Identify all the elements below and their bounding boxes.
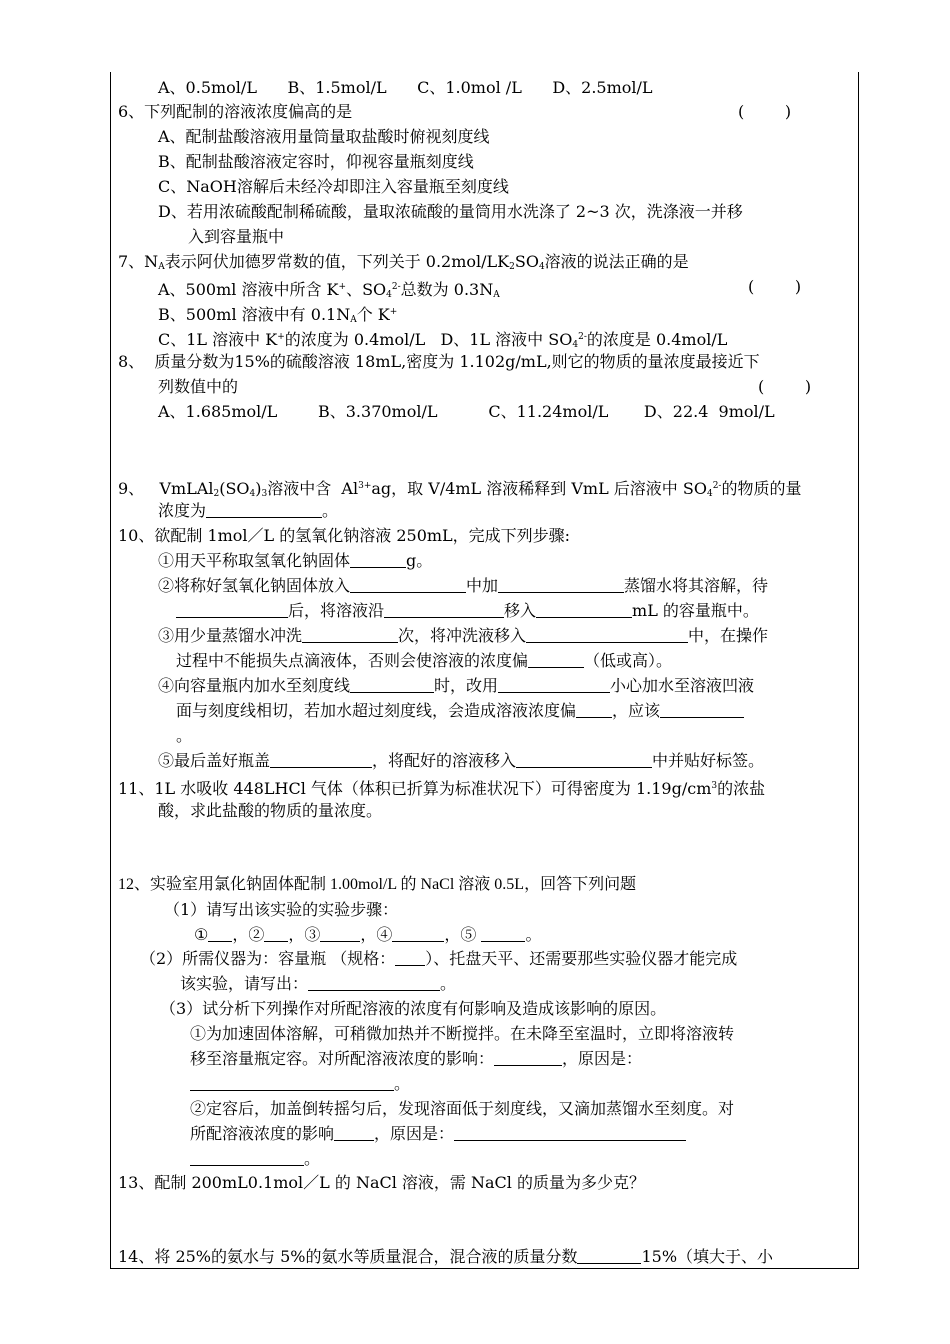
q10-step-3: ③用少量蒸馏水冲洗 次，将冲洗液移入 中，在操作 <box>158 626 769 645</box>
q12-blank-spec[interactable] <box>395 949 425 966</box>
q8-options: A、1.685mol/L B、3.370mol/L C、11.24mol/L D、22.4 9mol/L <box>158 402 775 421</box>
q12-part-1: （1）请写出该实验的实验步骤： <box>164 900 399 919</box>
q12-part-3-item-1-reason: 。 <box>190 1072 410 1096</box>
q12-part-3-item-1: ①为加速固体溶解，可稍微加热并不断搅拌。在未降至室温时，立即将溶液转 <box>190 1024 735 1043</box>
q9-stem-cont: 浓度为 。 <box>158 501 339 520</box>
q12-part-2: （2）所需仪器为：容量瓶 （规格： ）、托盘天平、还需要那些实验仪器才能完成 <box>140 949 738 968</box>
q10-step-4: ④向容量瓶内加水至刻度线 时，改用 小心加水至溶液凹液 <box>158 676 755 695</box>
q10-blank-times[interactable] <box>302 626 398 643</box>
q10-blank-should[interactable] <box>660 701 744 718</box>
q12-blank-reason-1[interactable] <box>190 1074 394 1091</box>
q10-blank-container[interactable] <box>350 576 466 593</box>
q8-stem-cont: 列数值中的 <box>158 377 239 396</box>
q12-part-3-item-1-cont: 移至溶量瓶定容。对所配溶液浓度的影响： ，原因是： <box>190 1049 643 1068</box>
q10-blank-volume[interactable] <box>536 601 632 618</box>
q12-blank-step-1[interactable] <box>208 925 232 942</box>
q7-option-a: A、500ml 溶液中所含 K+、$SO_4^{2-}$总数为 $0.3N_A$ <box>158 280 500 300</box>
q12-blank-reason-2a[interactable] <box>454 1124 686 1141</box>
q9-stem: 9、 $VmLAl_2(SO_4)_3$溶液中含 $Al^{3+}ag$，取 V/4mL 溶液稀释到 VmL 后溶液中 $SO_4^{2-}$的物质的量 <box>118 479 802 499</box>
q8-stem: 8、 质量分数为15%的硫酸溶液 18mL,密度为 1.102g/mL,则它的物质的量浓度最接近下 <box>118 352 760 371</box>
q12-blank-instruments[interactable] <box>308 974 440 991</box>
q6-answer-bracket: ( ) <box>738 102 792 121</box>
q10-blank-along[interactable] <box>384 601 504 618</box>
q12-part-3: （3）试分析下列操作对所配溶液的浓度有何影响及造成该影响的原因。 <box>160 999 667 1018</box>
q10-blank-tool[interactable] <box>498 676 610 693</box>
q10-blank-cap[interactable] <box>270 751 372 768</box>
q6-option-d: D、若用浓硫酸配制稀硫酸，量取浓硫酸的量筒用水洗涤了 2~3 次，洗涤液一并移 <box>158 202 743 221</box>
q11-stem: 11、1L 水吸收 448LHCl 气体（体积已折算为标准状况下）可得密度为 $1.19g/cm^3$的浓盐 <box>118 779 766 798</box>
q12-blank-step-3[interactable] <box>320 925 360 942</box>
q6-option-b: B、配制盐酸溶液定容时，仰视容量瓶刻度线 <box>158 152 474 171</box>
q13-stem: 13、配制 200mL0.1mol／L 的 NaCl 溶液，需 NaCl 的质量为多少克？ <box>118 1173 646 1192</box>
q10-blank-into[interactable] <box>526 626 688 643</box>
q6-option-c: C、NaOH溶解后未经冷却即注入容量瓶至刻度线 <box>158 177 509 196</box>
q12-part-1-steps: ① ，② ，③ ，④ ，⑤ 。 <box>194 925 542 944</box>
q12-blank-effect-2[interactable] <box>334 1124 374 1141</box>
q6-option-d-cont: 入到容量瓶中 <box>188 227 285 246</box>
q9-blank[interactable] <box>206 501 322 518</box>
q8-answer-bracket: ( ) <box>758 377 812 396</box>
q12-stem: 12、实验室用氯化钠固体配制 1.00mol/L 的 NaCl 溶液 0.5L，回答下列问题 <box>118 876 637 893</box>
q10-step-2: ②将称好氢氧化钠固体放入 中加 蒸馏水将其溶解，待 <box>158 576 769 595</box>
q12-part-2-cont: 该实验，请写出： 。 <box>180 974 457 993</box>
q10-stem: 10、欲配制 1mol／L 的氢氧化钠溶液 250mL，完成下列步骤: <box>118 526 571 545</box>
q14-stem: 14、将 25%的氨水与 5%的氨水等质量混合，混合液的质量分数 15%（填大于、小 <box>118 1247 774 1266</box>
q10-step-2-cont: 后，将溶液沿 移入 mL 的容量瓶中。 <box>176 599 759 623</box>
q7-stem: 7、$N_A$表示阿伏加德罗常数的值，下列关于 $0.2mol/LK_2SO_4$溶液的说法正确的是 <box>118 252 689 272</box>
q14-blank[interactable] <box>577 1247 641 1264</box>
q7-answer-bracket: ( ) <box>748 277 802 296</box>
q6-option-a: A、配制盐酸溶液用量筒量取盐酸时俯视刻度线 <box>158 127 490 146</box>
q10-step-1: ①用天平称取氢氧化钠固体 g。 <box>158 551 433 570</box>
q10-blank-mass[interactable] <box>350 551 406 568</box>
q10-blank-effect[interactable] <box>576 701 612 718</box>
q12-part-3-item-2: ②定容后，加盖倒转摇匀后，发现溶面低于刻度线，又滴加蒸馏水至刻度。对 <box>190 1099 735 1118</box>
q10-step-3-cont: 过程中不能损失点滴液体，否则会使溶液的浓度偏 （低或高）。 <box>176 651 673 670</box>
q12-blank-reason-2b[interactable] <box>190 1149 304 1166</box>
q12-blank-effect-1[interactable] <box>494 1049 562 1066</box>
q7-option-cd: C、1L 溶液中 K+的浓度为 0.4mol/L D、1L 溶液中 $SO_4^{2-}$的浓度是 0.4mol/L <box>158 330 728 350</box>
q12-blank-step-5[interactable] <box>481 925 525 942</box>
q6-stem: 6、下列配制的溶液浓度偏高的是 <box>118 102 353 121</box>
q12-blank-step-4[interactable] <box>392 925 444 942</box>
q12-blank-step-2[interactable] <box>264 925 288 942</box>
q10-blank-near-mark[interactable] <box>350 676 434 693</box>
q7-option-b: B、500ml 溶液中有 $0.1N_A$个 K+ <box>158 305 398 325</box>
q10-blank-water[interactable] <box>498 576 624 593</box>
q10-step-4-cont: 面与刻度线相切，若加水超过刻度线，会造成溶液浓度偏 ，应该 <box>176 699 744 723</box>
q10-step-5: ⑤最后盖好瓶盖 ，将配好的溶液移入 中并贴好标签。 <box>158 751 765 770</box>
q12-part-3-item-2-reason: 。 <box>190 1147 320 1171</box>
q10-blank-low-high[interactable] <box>528 651 584 668</box>
q10-step-4-end: 。 <box>176 726 193 745</box>
q12-part-3-item-2-cont: 所配溶液浓度的影响 ，原因是： <box>190 1122 686 1146</box>
q10-blank-wait[interactable] <box>176 601 288 618</box>
q5-options: A、0.5mol/L B、1.5mol/L C、1.0mol /L D、2.5mol/L <box>158 78 653 97</box>
q10-blank-bottle[interactable] <box>516 751 652 768</box>
q11-stem-cont: 酸，求此盐酸的物质的量浓度。 <box>158 801 383 820</box>
